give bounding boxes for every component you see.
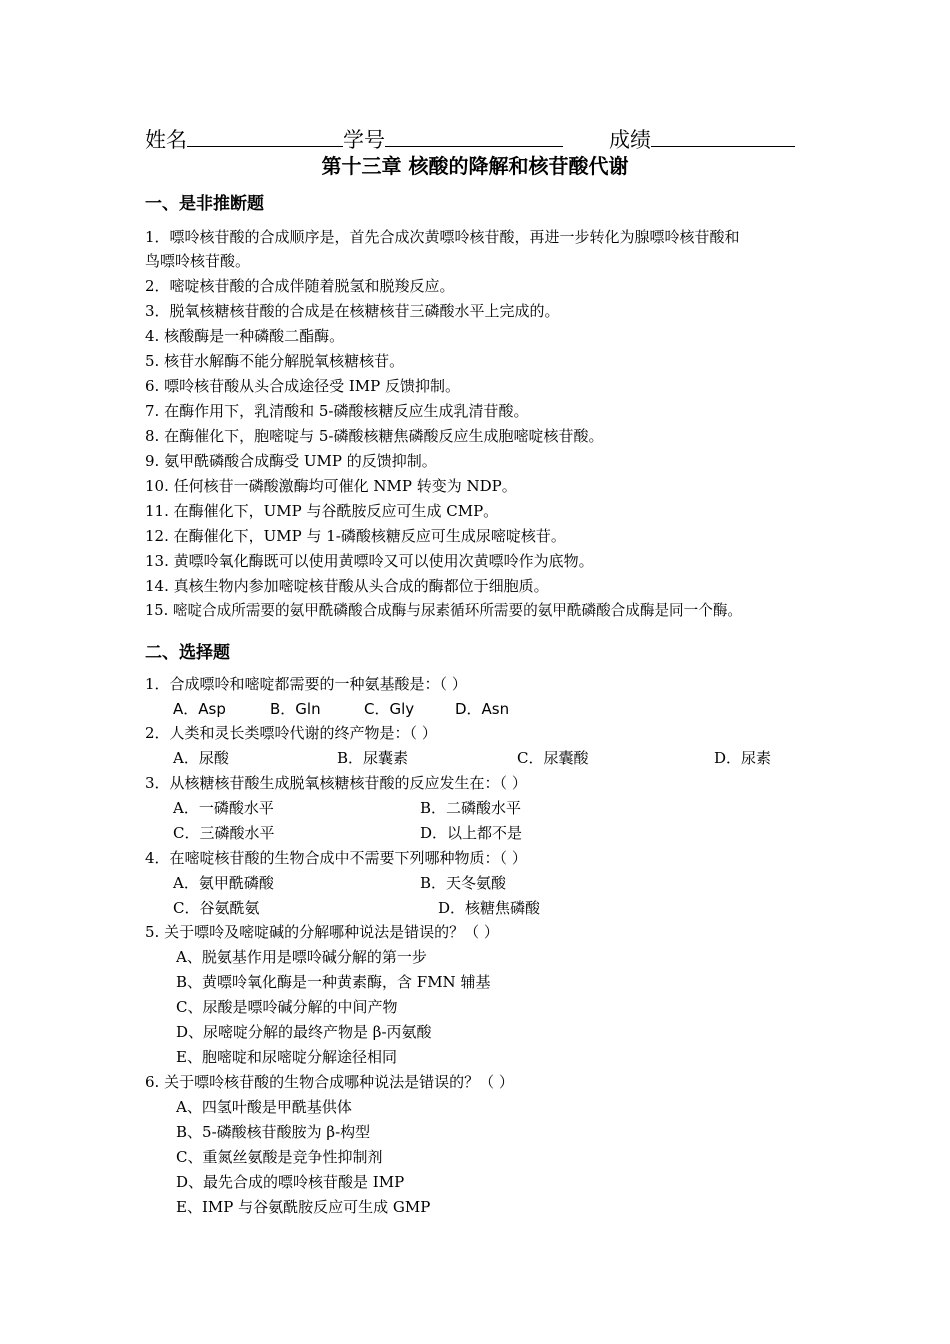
answer-option[interactable]: C．Gly: [364, 700, 415, 718]
tf-item: 10. 任何核苷一磷酸激酶均可催化 NMP 转变为 NDP。: [145, 477, 517, 495]
tf-item: 2．嘧啶核苷酸的合成伴随着脱氢和脱羧反应。: [145, 277, 455, 295]
answer-option[interactable]: E、胞嘧啶和尿嘧啶分解途径相同: [176, 1048, 397, 1066]
tf-item: 11. 在酶催化下，UMP 与谷酰胺反应可生成 CMP。: [145, 502, 499, 520]
tf-item: 7. 在酶作用下，乳清酸和 5-磷酸核糖反应生成乳清苷酸。: [145, 402, 529, 420]
question-stem: 6. 关于嘌呤核苷酸的生物合成哪种说法是错误的？（ ）: [145, 1073, 514, 1091]
answer-option[interactable]: B．二磷酸水平: [420, 799, 522, 817]
answer-option[interactable]: D．以上都不是: [420, 824, 523, 842]
answer-option[interactable]: D、尿嘧啶分解的最终产物是 β-丙氨酸: [176, 1023, 432, 1041]
answer-option[interactable]: C、重氮丝氨酸是竞争性抑制剂: [176, 1148, 383, 1166]
answer-option[interactable]: E、IMP 与谷氨酰胺反应可生成 GMP: [176, 1198, 431, 1216]
answer-option[interactable]: A．氨甲酰磷酸: [173, 874, 274, 892]
answer-option[interactable]: B．天冬氨酸: [420, 874, 507, 892]
answer-option[interactable]: D．核糖焦磷酸: [438, 899, 541, 917]
answer-option[interactable]: C．谷氨酰氨: [173, 899, 260, 917]
answer-option[interactable]: D、最先合成的嘌呤核苷酸是 IMP: [176, 1173, 405, 1191]
question-stem: 3．从核糖核苷酸生成脱氧核糖核苷酸的反应发生在：（ ）: [145, 774, 527, 792]
question-stem: 5. 关于嘌呤及嘧啶碱的分解哪种说法是错误的？（ ）: [145, 923, 499, 941]
answer-option[interactable]: D．Asn: [455, 700, 510, 718]
tf-item: 5. 核苷水解酶不能分解脱氧核糖核苷。: [145, 352, 405, 370]
answer-option[interactable]: A．尿酸: [173, 749, 229, 767]
answer-option[interactable]: C、尿酸是嘌呤碱分解的中间产物: [176, 998, 398, 1016]
section-heading-multiple-choice: 二、选择题: [145, 643, 230, 663]
question-stem: 1．合成嘌呤和嘧啶都需要的一种氨基酸是：（ ）: [145, 675, 467, 693]
score-blank[interactable]: [651, 124, 795, 147]
question-stem: 2．人类和灵长类嘌呤代谢的终产物是：（ ）: [145, 724, 437, 742]
tf-item: 14. 真核生物内参加嘧啶核苷酸从头合成的酶都位于细胞质。: [145, 577, 549, 595]
chapter-title: 第十三章 核酸的降解和核苷酸代谢: [321, 154, 629, 178]
answer-option[interactable]: B．尿囊素: [337, 749, 409, 767]
name-blank[interactable]: [187, 124, 343, 147]
tf-item: 鸟嘌呤核苷酸。: [145, 252, 251, 270]
answer-option[interactable]: B、黄嘌呤氧化酶是一种黄素酶，含 FMN 辅基: [176, 973, 491, 991]
tf-item: 4. 核酸酶是一种磷酸二酯酶。: [145, 327, 345, 345]
tf-item: 12. 在酶催化下，UMP 与 1-磷酸核糖反应可生成尿嘧啶核苷。: [145, 527, 566, 545]
answer-option[interactable]: D．尿素: [714, 749, 772, 767]
name-label: 姓名: [145, 128, 187, 152]
section-heading-true-false: 一、是非推断题: [145, 194, 264, 214]
answer-option[interactable]: A、脱氨基作用是嘌呤碱分解的第一步: [176, 948, 427, 966]
answer-option[interactable]: C．三磷酸水平: [173, 824, 275, 842]
answer-option[interactable]: A．一磷酸水平: [173, 799, 274, 817]
tf-item: 9. 氨甲酰磷酸合成酶受 UMP 的反馈抑制。: [145, 452, 437, 470]
answer-option[interactable]: C．尿囊酸: [517, 749, 589, 767]
tf-item: 8. 在酶催化下，胞嘧啶与 5-磷酸核糖焦磷酸反应生成胞嘧啶核苷酸。: [145, 427, 604, 445]
tf-item: 3．脱氧核糖核苷酸的合成是在核糖核苷三磷酸水平上完成的。: [145, 302, 560, 320]
tf-item: 6. 嘌呤核苷酸从头合成途径受 IMP 反馈抑制。: [145, 377, 460, 395]
score-label: 成绩: [609, 128, 651, 152]
answer-option[interactable]: B．Gln: [270, 700, 321, 718]
tf-item: 13. 黄嘌呤氧化酶既可以使用黄嘌呤又可以使用次黄嘌呤作为底物。: [145, 552, 594, 570]
student-id-blank[interactable]: [385, 124, 563, 147]
question-stem: 4．在嘧啶核苷酸的生物合成中不需要下列哪种物质：（ ）: [145, 849, 527, 867]
answer-option[interactable]: A．Asp: [173, 700, 226, 718]
tf-item: 1．嘌呤核苷酸的合成顺序是，首先合成次黄嘌呤核苷酸，再进一步转化为腺嘌呤核苷酸和: [145, 228, 740, 246]
tf-item: 15. 嘧啶合成所需要的氨甲酰磷酸合成酶与尿素循环所需要的氨甲酰磷酸合成酶是同一个酶。: [145, 602, 743, 619]
student-id-label: 学号: [343, 128, 385, 152]
answer-option[interactable]: B、5-磷酸核苷酸胺为 β-构型: [176, 1123, 371, 1141]
answer-option[interactable]: A、四氢叶酸是甲酰基供体: [176, 1098, 352, 1116]
